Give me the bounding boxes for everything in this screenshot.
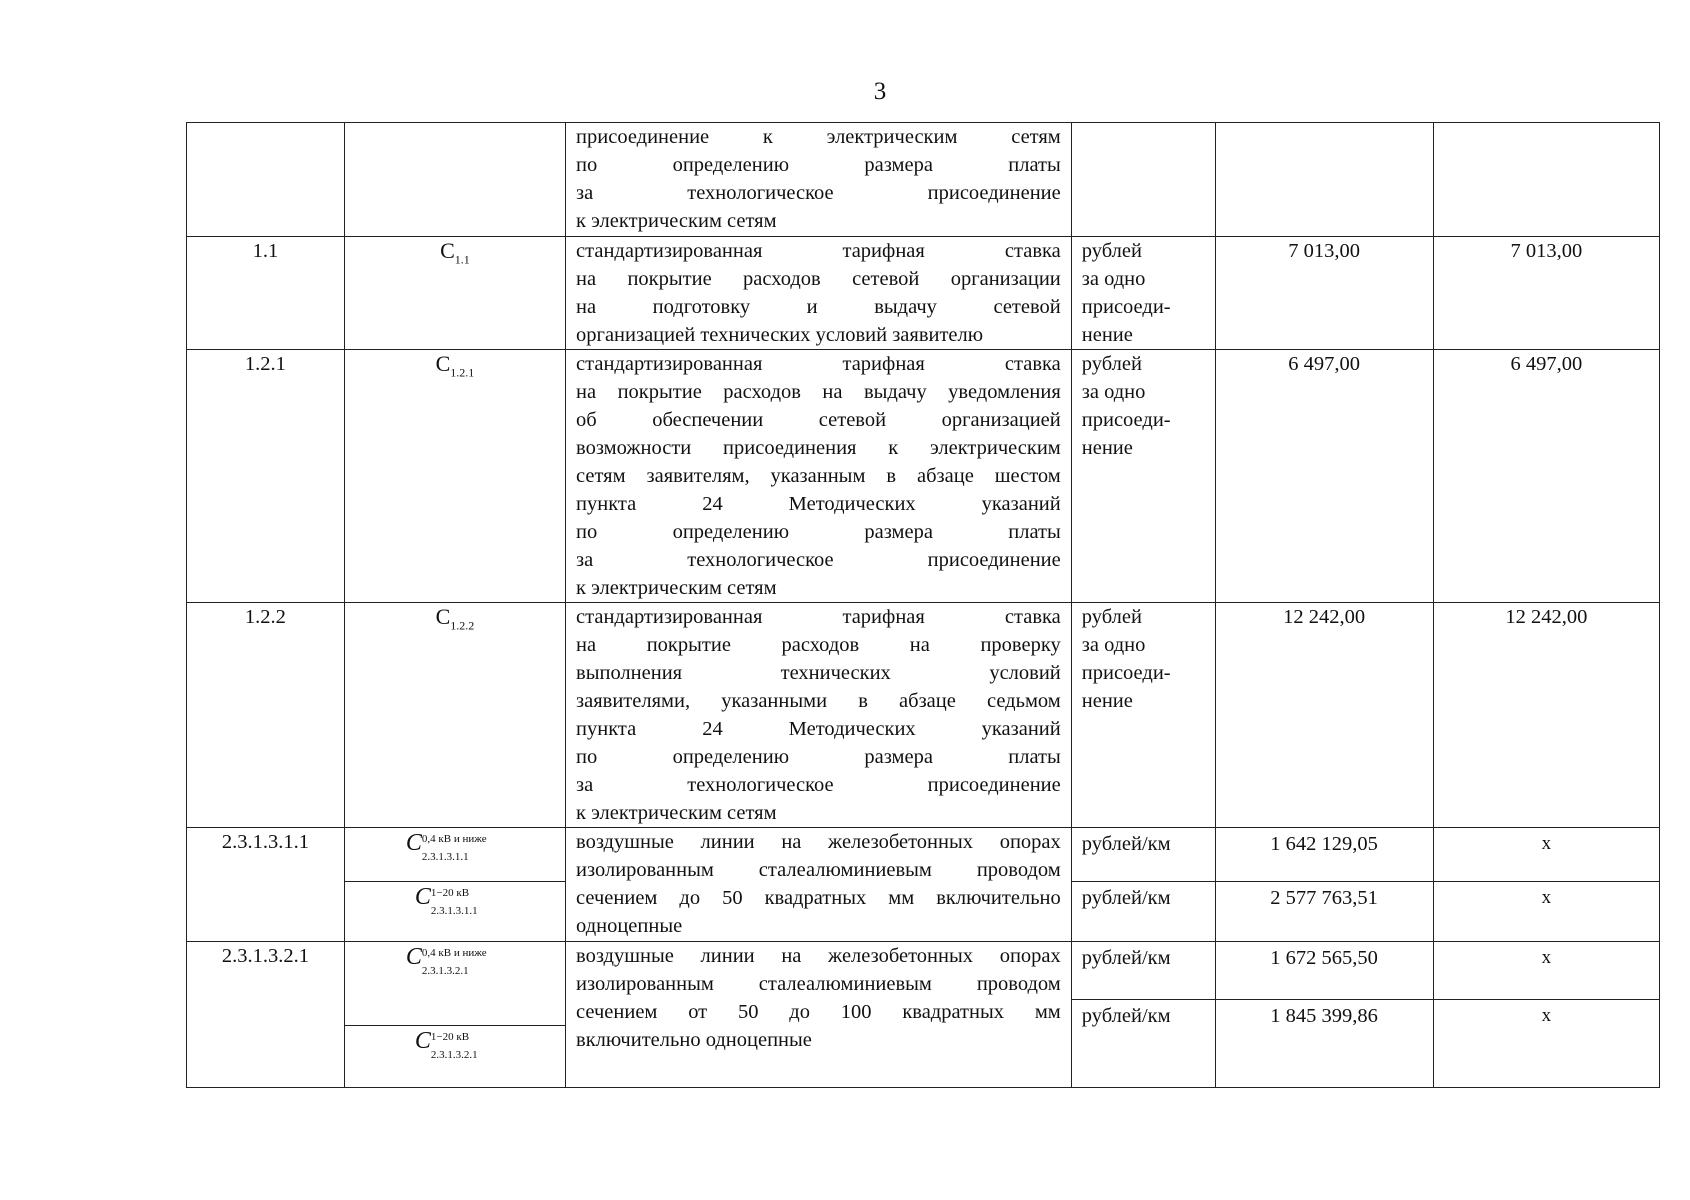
description-line: изолированным сталеалюминиевым проводом <box>576 859 1061 881</box>
description-line: за технологическое присоединение <box>576 774 1061 796</box>
description-line: на покрытие расходов на выдачу уведомления <box>576 381 1061 403</box>
rate-code: $C_{1.2.1}$ <box>435 351 475 380</box>
description-line: сечением до 50 квадратных мм включительно <box>576 887 1061 909</box>
description-line: на покрытие расходов сетевой организации <box>576 268 1061 290</box>
cell-code <box>344 123 565 237</box>
unit-line: нение <box>1081 690 1133 712</box>
cell-value1 <box>1215 123 1433 237</box>
cell-description <box>566 603 1072 828</box>
description-line: сетям заявителям, указанным в абзаце шестом <box>576 465 1061 487</box>
unit-line: присоеди- <box>1081 409 1171 431</box>
code-cell-top <box>345 942 565 1026</box>
cell-num: 1.2.2 <box>187 603 345 828</box>
page-number: 3 <box>873 78 887 105</box>
description-line: на покрытие расходов на проверку <box>576 634 1061 656</box>
description-line: по определению размера платы <box>576 521 1061 543</box>
cell-value1: 7 013,00 <box>1215 237 1433 350</box>
cell-value1: 6 497,00 <box>1215 350 1433 603</box>
cell-value2 <box>1433 942 1659 1088</box>
code-cell-bottom <box>345 1026 565 1086</box>
cell-unit <box>1071 603 1215 828</box>
description-line: пункта 24 Методических указаний <box>576 718 1061 740</box>
description-line: организацией технических условий заявителю <box>576 324 984 346</box>
unit-line: рублей <box>1081 353 1142 375</box>
cell-code <box>344 237 565 350</box>
code-cell-top <box>345 828 565 882</box>
cell-num: 2.3.1.3.1.1 <box>187 828 345 942</box>
unit-line: за одно <box>1081 381 1146 403</box>
rate-code-medium-voltage: C 1−20 кВ 2.3.1.3.1.1 <box>414 884 478 917</box>
description-line: заявителями, указанными в абзаце седьмом <box>576 690 1061 712</box>
value2-top: x <box>1434 828 1659 882</box>
rate-code-low-voltage: C 0,4 кВ и ниже 2.3.1.3.2.1 <box>405 944 487 977</box>
description-line: сечением от 50 до 100 квадратных мм <box>576 1001 1061 1023</box>
description-line: по определению размера платы <box>576 154 1061 176</box>
table-row <box>187 942 1660 1088</box>
description-line: по определению размера платы <box>576 746 1061 768</box>
unit-line: за одно <box>1081 268 1146 290</box>
cell-value2 <box>1433 123 1659 237</box>
description-line: к электрическим сетям <box>576 210 777 232</box>
description-line: за технологическое присоединение <box>576 182 1061 204</box>
cell-num: 1.1 <box>187 237 345 350</box>
description-line: за технологическое присоединение <box>576 549 1061 571</box>
unit-top: рублей/км <box>1072 942 1215 1000</box>
cell-unit <box>1071 123 1215 237</box>
cell-num <box>187 123 345 237</box>
description-line: выполнения технических условий <box>576 662 1061 684</box>
rate-code: $C_{1.1}$ <box>440 238 470 267</box>
description-line: присоединение к электрическим сетям <box>576 126 1061 148</box>
description-line: воздушные линии на железобетонных опорах <box>576 831 1061 853</box>
cell-value1 <box>1215 828 1433 942</box>
table-row <box>187 123 1660 237</box>
description-line: воздушные линии на железобетонных опорах <box>576 945 1061 967</box>
unit-line: за одно <box>1081 634 1146 656</box>
description-line: включительно одноцепные <box>576 1029 812 1051</box>
cell-value2 <box>1433 828 1659 942</box>
cell-value2: 12 242,00 <box>1433 603 1659 828</box>
description-line: к электрическим сетям <box>576 577 777 599</box>
value2-bottom: x <box>1541 1005 1552 1026</box>
cell-description <box>566 237 1072 350</box>
value1-top: 1 672 565,50 <box>1216 942 1433 1000</box>
description-line: стандартизированная тарифная ставка <box>576 353 1061 375</box>
value1-bottom: 1 845 399,86 <box>1270 1005 1378 1027</box>
table-row <box>187 603 1660 828</box>
description-line: об обеспечении сетевой организацией <box>576 409 1061 431</box>
cell-unit <box>1071 237 1215 350</box>
cell-unit <box>1071 942 1215 1088</box>
description-line: стандартизированная тарифная ставка <box>576 606 1061 628</box>
cell-code <box>344 828 565 942</box>
cell-value1 <box>1215 942 1433 1088</box>
value2-top: x <box>1434 942 1659 1000</box>
tariff-table <box>186 122 1660 1088</box>
description-line: возможности присоединения к электрическим <box>576 437 1061 459</box>
cell-code <box>344 603 565 828</box>
cell-code <box>344 350 565 603</box>
description-line: стандартизированная тарифная ставка <box>576 240 1061 262</box>
description-line: одноцепные <box>576 915 683 937</box>
cell-num: 1.2.1 <box>187 350 345 603</box>
cell-value1: 12 242,00 <box>1215 603 1433 828</box>
unit-line: рублей <box>1081 240 1142 262</box>
unit-top: рублей/км <box>1072 828 1215 882</box>
value1-top: 1 642 129,05 <box>1216 828 1433 882</box>
table-row <box>187 828 1660 942</box>
code-cell-bottom <box>345 882 565 938</box>
cell-code <box>344 942 565 1088</box>
rate-code-medium-voltage: C 1−20 кВ 2.3.1.3.2.1 <box>414 1028 478 1061</box>
rate-code-low-voltage: C 0,4 кВ и ниже 2.3.1.3.1.1 <box>405 830 487 863</box>
value2-bottom: x <box>1541 887 1552 908</box>
description-line: пункта 24 Методических указаний <box>576 493 1061 515</box>
cell-value2: 7 013,00 <box>1433 237 1659 350</box>
cell-unit <box>1071 350 1215 603</box>
cell-unit <box>1071 828 1215 942</box>
description-line: на подготовку и выдачу сетевой <box>576 296 1061 318</box>
description-line: изолированным сталеалюминиевым проводом <box>576 973 1061 995</box>
cell-num: 2.3.1.3.2.1 <box>187 942 345 1088</box>
cell-description <box>566 828 1072 942</box>
table-row <box>187 237 1660 350</box>
unit-line: рублей <box>1081 606 1142 628</box>
unit-line: присоеди- <box>1081 296 1171 318</box>
unit-line: присоеди- <box>1081 662 1171 684</box>
cell-description <box>566 350 1072 603</box>
unit-bottom: рублей/км <box>1081 1005 1171 1027</box>
unit-line: нение <box>1081 437 1133 459</box>
rate-code: $C_{1.2.2}$ <box>435 604 475 633</box>
unit-bottom: рублей/км <box>1081 887 1171 909</box>
table-row <box>187 350 1660 603</box>
unit-line: нение <box>1081 324 1133 346</box>
value1-bottom: 2 577 763,51 <box>1270 887 1378 909</box>
cell-description <box>566 123 1072 237</box>
cell-value2: 6 497,00 <box>1433 350 1659 603</box>
cell-description <box>566 942 1072 1088</box>
description-line: к электрическим сетям <box>576 802 777 824</box>
